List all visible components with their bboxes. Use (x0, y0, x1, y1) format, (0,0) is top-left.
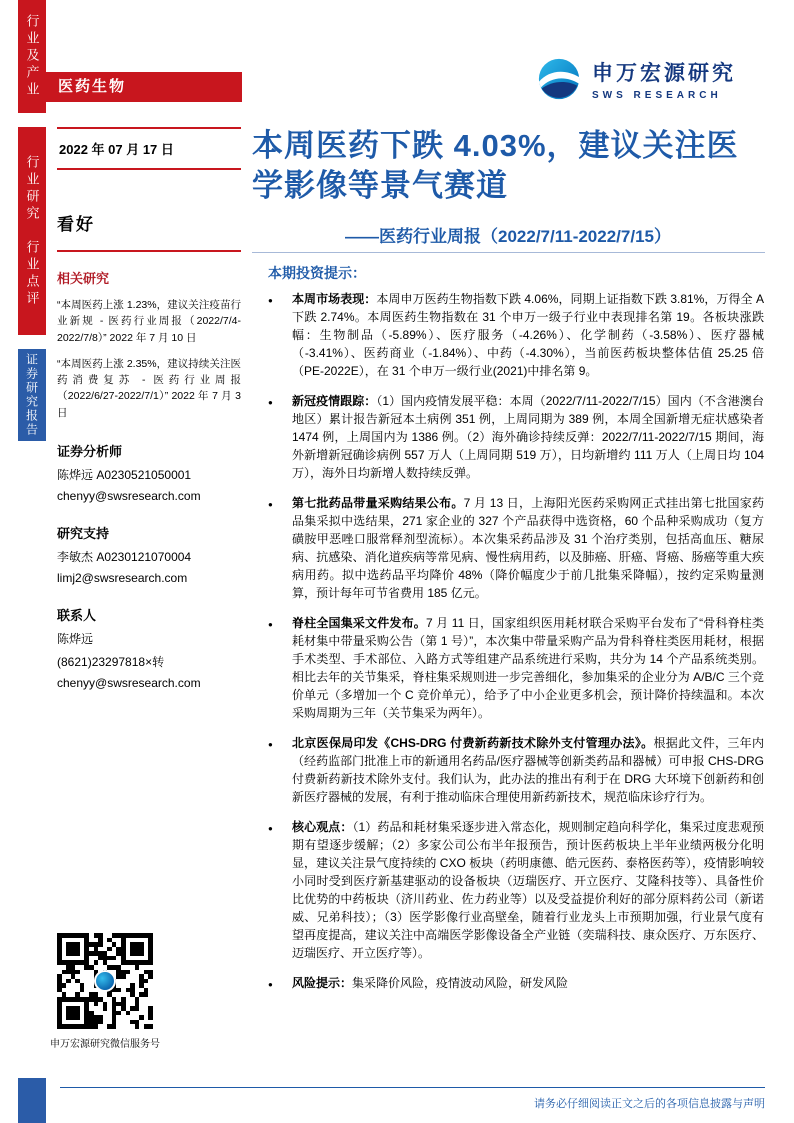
industry-name-bar (46, 72, 242, 102)
related-research-list (57, 297, 241, 421)
wechat-qr-code (57, 933, 153, 1029)
rail-industry-tag (18, 0, 46, 113)
contact-phone: (8621)23297818×转 (57, 654, 165, 669)
bullet-icon: ● (268, 620, 273, 629)
contact-name: 陈烨远 (57, 631, 94, 646)
investment-point (268, 392, 764, 482)
brand-name-cn: 申万宏源研究 (592, 62, 736, 85)
report-subtitle: ——医药行业周报（2022/7/11-2022/7/15） (345, 227, 671, 246)
bullet-icon: ● (268, 296, 273, 305)
rail-bottom-block (18, 1078, 46, 1123)
rail-report-type-label: 行业研究 行业点评 (24, 154, 40, 308)
rail-report-type (18, 127, 46, 335)
related-research-item: “本周医药上涨 2.35%，建议持续关注医药消费复苏 - 医药行业周报（2022/6/27-2022/7/1）” 2022 年 7 月 3 日 (57, 357, 241, 419)
analyst-section-title: 证券分析师 (57, 443, 123, 459)
rating-badge: 看好 (57, 210, 241, 252)
investment-point-text: 北京医保局印发《CHS-DRG 付费新药新技术除外支付管理办法》。根据此文件，三年内（经药监部门批准上市的新通用名药品/医疗器械等创新类药品和器械）可申报 CHS-DRG 付费新药新技术除外支付。我们认为，此办法的推出有利于在 DRG 大环境下创新药和创新医疗器械的发展，有利于推动临床合理使用新药新技术，规范临床诊疗行为。 (292, 736, 764, 804)
support-name: 李敏杰 A0230121070004 (57, 549, 192, 564)
investment-point-text: 核心观点：（1）药品和耗材集采逐步进入常态化，规则制定趋向科学化，集采过度悲观预期有望逐步缓解；（2）多家公司公布半年报预告，预计医药板块上半年业绩两极分化明显，建议关注景气度持续的 CXO 板块（药明康德、皓元医药、泰格医药等），疫情影响较小同时受到医疗新基建驱动的设备板块（迈瑞医疗、开立医疗、艾隆科技等）、具备性价比优势的中药板块（济川药业、佐力药业等）以及受益提价利好的部分原料药公司（新诺威、兄弟科技）；（3）医学影像行业高壁垒，随着行业龙头上市预期加强，行业景气度有望再度提高，建议关注中高端医学影像设备全产业链（奕瑞科技、康众医疗、万东医疗、迈瑞医疗、开立医疗等）。 (292, 820, 764, 960)
investment-point-text: 第七批药品带量采购结果公布。7 月 13 日，上海阳光医药采购网正式挂出第七批国家药品集采拟中选结果，271 家企业的 327 个产品获得中选资格，60 个品种采购成功（复方磺胺甲恶唑口服常释剂型流标）。本次集采药品涉及 31 个治疗类别，包括高血压、糖尿病、抗感染、消化道疾病等常见病、慢性病用药，以及肺癌、肝癌、肾癌、肠癌等重大疾病用药。拟中选药品平均降价 48%（降价幅度少于前几批集采降幅），按约定采购量测算，预计每年可节省费用 185 亿元。 (292, 496, 764, 600)
contact-email: chenyy@swsresearch.com (57, 675, 201, 690)
report-date: 2022 年 07 月 17 日 (57, 127, 241, 170)
investment-tips-title: 本期投资提示： (268, 265, 366, 281)
bullet-icon: ● (268, 398, 273, 407)
bullet-icon: ● (268, 980, 273, 989)
bullet-icon: ● (268, 824, 273, 833)
related-research-title: 相关研究 (57, 271, 110, 286)
qr-caption: 申万宏源研究微信服务号 (50, 1039, 160, 1050)
support-section-title: 研究支持 (57, 525, 110, 541)
header-divider (252, 252, 765, 253)
analyst-name: 陈烨远 A0230521050001 (57, 467, 192, 482)
brand-logo (536, 56, 736, 102)
rail-report-category (18, 349, 46, 441)
qr-center-logo-icon (94, 970, 116, 992)
analyst-email: chenyy@swsresearch.com (57, 488, 201, 503)
investment-points-list (268, 290, 764, 1006)
rail-industry-tag-label: 行业及产业 (24, 14, 40, 99)
sidebar (57, 127, 241, 690)
investment-point-text: 风险提示：集采降价风险，疫情波动风险，研发风险 (292, 976, 569, 990)
brand-name-en: SWS RESEARCH (592, 90, 722, 101)
rail-report-category-label: 证券研究报告 (24, 353, 39, 437)
sws-globe-icon (536, 56, 582, 102)
investment-point (268, 614, 764, 722)
footer-disclaimer: 请务必仔细阅读正文之后的各项信息披露与声明 (534, 1098, 765, 1110)
contact-section-title: 联系人 (57, 607, 97, 623)
investment-point (268, 290, 764, 380)
footer-divider (60, 1087, 765, 1088)
bullet-icon: ● (268, 500, 273, 509)
investment-point (268, 734, 764, 806)
investment-point-text: 新冠疫情跟踪：（1）国内疫情发展平稳：本周（2022/7/11-2022/7/15）国内（不含港澳台地区）累计报告新冠本土病例 351 例，上周同期为 389 例，本周全国新增无症状感染者 1474 例，上周国内为 1386 例。（2）海外确诊持续反弹：2022/7/11-2022/7/15 期间，海外新增新冠确诊病例 557 万人（上周同期 519 万），日均新增约 111 万人（上周日均 104 万），海外日均新增人数持续反弹。 (292, 394, 764, 480)
bullet-icon: ● (268, 740, 273, 749)
industry-name: 医药生物 (58, 78, 127, 95)
investment-point-text: 本周市场表现：本周申万医药生物指数下跌 4.06%，同期上证指数下跌 3.81%，万得全 A 下跌 2.74%。本周医药生物指数在 31 个申万一级子行业中表现排名第 19。各板块涨跌幅：生物制品（-5.89%）、医疗服务（-4.26%）、化学制药（-3.58%）、医疗器械（-3.41%）、医药商业（-1.84%）、中药（-4.30%），当前医药板块整体估值 25.25 倍（PE-2022E），在 31 个申万一级行业(2021)中排名第 9。 (292, 292, 764, 378)
investment-point-text: 脊柱全国集采文件发布。7 月 11 日，国家组织医用耗材联合采购平台发布了“骨科脊柱类耗材集中带量采购公告（第 1 号）”，本次集中带量采购产品为骨科脊柱类医用耗材，根据手术类型、手术部位、入路方式等组建产品系统进行采购，共分为 14 个产品系统类别。相比去年的关节集采，脊柱集采规则进一步完善细化，参加集采的企业分为 A/B/C 三个竞价单元（多增加一个 C 竞价单元），给予了中小企业更多机会，预计降价持续温和。本次采购周期为三年（关节集采为两年）。 (292, 616, 764, 720)
page-title: 本周医药下跌 4.03%，建议关注医学影像等景气赛道 (252, 128, 739, 203)
related-research-item: “本周医药上涨 1.23%，建议关注疫苗行业新规 - 医药行业周报（2022/7/4-2022/7/8）” 2022 年 7 月 10 日 (57, 299, 241, 344)
investment-point (268, 818, 764, 962)
support-email: limj2@swsresearch.com (57, 570, 188, 585)
brand-text (592, 57, 736, 101)
investment-point (268, 494, 764, 602)
investment-point (268, 974, 764, 994)
